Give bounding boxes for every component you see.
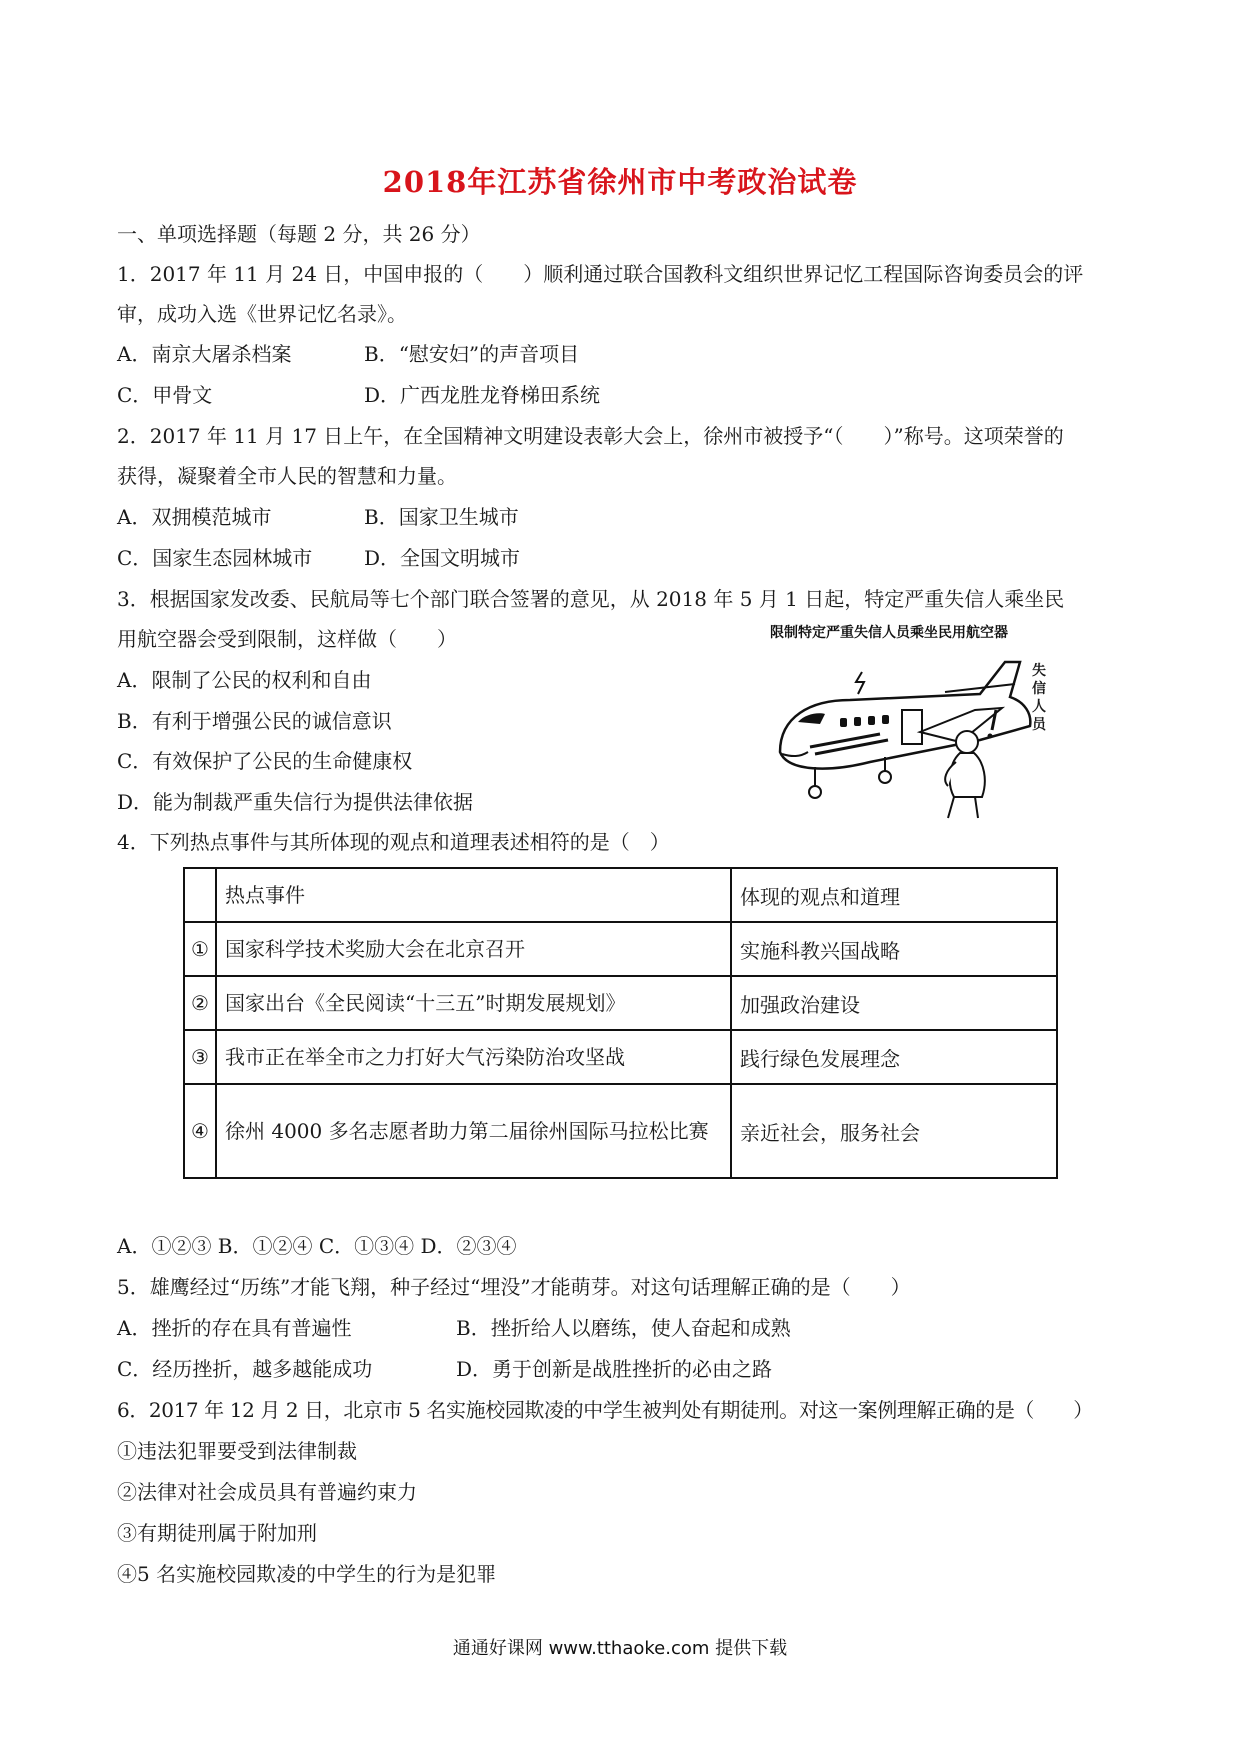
shock-mark	[856, 672, 864, 694]
q5-option-a: A．挫折的存在具有普遍性	[117, 1316, 352, 1340]
row-event: 我市正在举全市之力打好大气污染防治攻坚战	[216, 1030, 731, 1084]
q3-option-c: C．有效保护了公民的生命健康权	[117, 749, 413, 773]
table-header-event: 热点事件	[216, 868, 731, 922]
table-row	[184, 1084, 1057, 1178]
q6-statement-2: ②法律对社会成员具有普遍约束力	[117, 1480, 417, 1504]
row-event: 徐州 4000 多名志愿者助力第二届徐州国际马拉松比赛	[216, 1084, 731, 1178]
q2-option-c: C．国家生态园林城市	[117, 546, 313, 570]
q1-option-c: C．甲骨文	[117, 383, 213, 407]
hotspot-table	[183, 867, 1058, 1179]
q2-stem-line2: 获得，凝聚着全市人民的智慧和力量。	[117, 464, 457, 488]
q5-option-b: B．挫折给人以磨练，使人奋起和成熟	[456, 1316, 791, 1340]
table-header-num	[184, 868, 216, 922]
row-point: 加强政治建设	[731, 976, 1057, 1030]
q3-cartoon-figure	[770, 622, 1065, 822]
row-number: ③	[184, 1030, 216, 1084]
q3-stem-line2: 用航空器会受到限制，这样做（ ）	[117, 627, 457, 651]
q1-stem-line2: 审，成功入选《世界记忆名录》。	[117, 302, 407, 326]
row-point: 实施科教兴国战略	[731, 922, 1057, 976]
q6-statement-1: ①违法犯罪要受到法律制裁	[117, 1439, 357, 1463]
q2-option-b: B．国家卫生城市	[364, 505, 519, 529]
q1-option-b: B．“慰安妇”的声音项目	[364, 342, 580, 366]
q6-statement-3: ③有期徒刑属于附加刑	[117, 1521, 317, 1545]
q2-stem-line1: 2．2017 年 11 月 17 日上午，在全国精神文明建设表彰大会上，徐州市被授予“（ ）”称号。这项荣誉的	[117, 424, 1064, 448]
q4-stem: 4．下列热点事件与其所体现的观点和道理表述相符的是（ ）	[117, 830, 670, 854]
q2-option-d: D．全国文明城市	[364, 546, 521, 570]
q3-option-a: A．限制了公民的权利和自由	[117, 668, 372, 692]
q5-stem: 5．雄鹰经过“历练”才能飞翔，种子经过“埋没”才能萌芽。对这句话理解正确的是（ ）	[117, 1275, 911, 1299]
q1-stem-line1: 1．2017 年 11 月 24 日，中国申报的（ ）顺利通过联合国教科文组织世界记忆工程国际咨询委员会的评	[117, 262, 1084, 286]
person-label: 失信人员	[1032, 663, 1046, 733]
row-point: 亲近社会，服务社会	[731, 1084, 1057, 1178]
q6-statement-4: ④5 名实施校园欺凌的中学生的行为是犯罪	[117, 1562, 497, 1586]
row-event: 国家科学技术奖励大会在北京召开	[216, 922, 731, 976]
page-title: 2018年江苏省徐州市中考政治试卷	[382, 165, 858, 199]
table-row	[184, 1030, 1057, 1084]
q6-stem: 6．2017 年 12 月 2 日，北京市 5 名实施校园欺凌的中学生被判处有期徒刑。对这一案例理解正确的是（ ）	[117, 1398, 1093, 1422]
table-header-row	[184, 868, 1057, 922]
table-row	[184, 976, 1057, 1030]
q1-option-a: A．南京大屠杀档案	[117, 342, 292, 366]
row-number: ①	[184, 922, 216, 976]
row-point: 践行绿色发展理念	[731, 1030, 1057, 1084]
page-footer: 通通好课网 www.tthaoke.com 提供下载	[452, 1638, 788, 1659]
row-number: ④	[184, 1084, 216, 1178]
q2-option-a: A．双拥模范城市	[117, 505, 272, 529]
table-row	[184, 922, 1057, 976]
q1-option-d: D．广西龙胜龙脊梯田系统	[364, 383, 601, 407]
q3-figure-caption: 限制特定严重失信人员乘坐民用航空器	[770, 625, 1008, 641]
q5-option-d: D．勇于创新是战胜挫折的必由之路	[456, 1357, 773, 1381]
row-event: 国家出台《全民阅读“十三五”时期发展规划》	[216, 976, 731, 1030]
q3-stem-line1: 3．根据国家发改委、民航局等七个部门联合签署的意见，从 2018 年 5 月 1 日起，特定严重失信人乘坐民	[117, 587, 1065, 611]
table-header-point: 体现的观点和道理	[731, 868, 1057, 922]
q4-options: A．①②③ B．①②④ C．①③④ D．②③④	[117, 1234, 517, 1258]
airplane-illustration	[770, 622, 1065, 822]
q3-option-b: B．有利于增强公民的诚信意识	[117, 709, 392, 733]
q5-option-c: C．经历挫折，越多越能成功	[117, 1357, 373, 1381]
section-heading: 一、单项选择题（每题 2 分，共 26 分）	[117, 222, 481, 246]
row-number: ②	[184, 976, 216, 1030]
q3-option-d: D．能为制裁严重失信行为提供法律依据	[117, 790, 474, 814]
